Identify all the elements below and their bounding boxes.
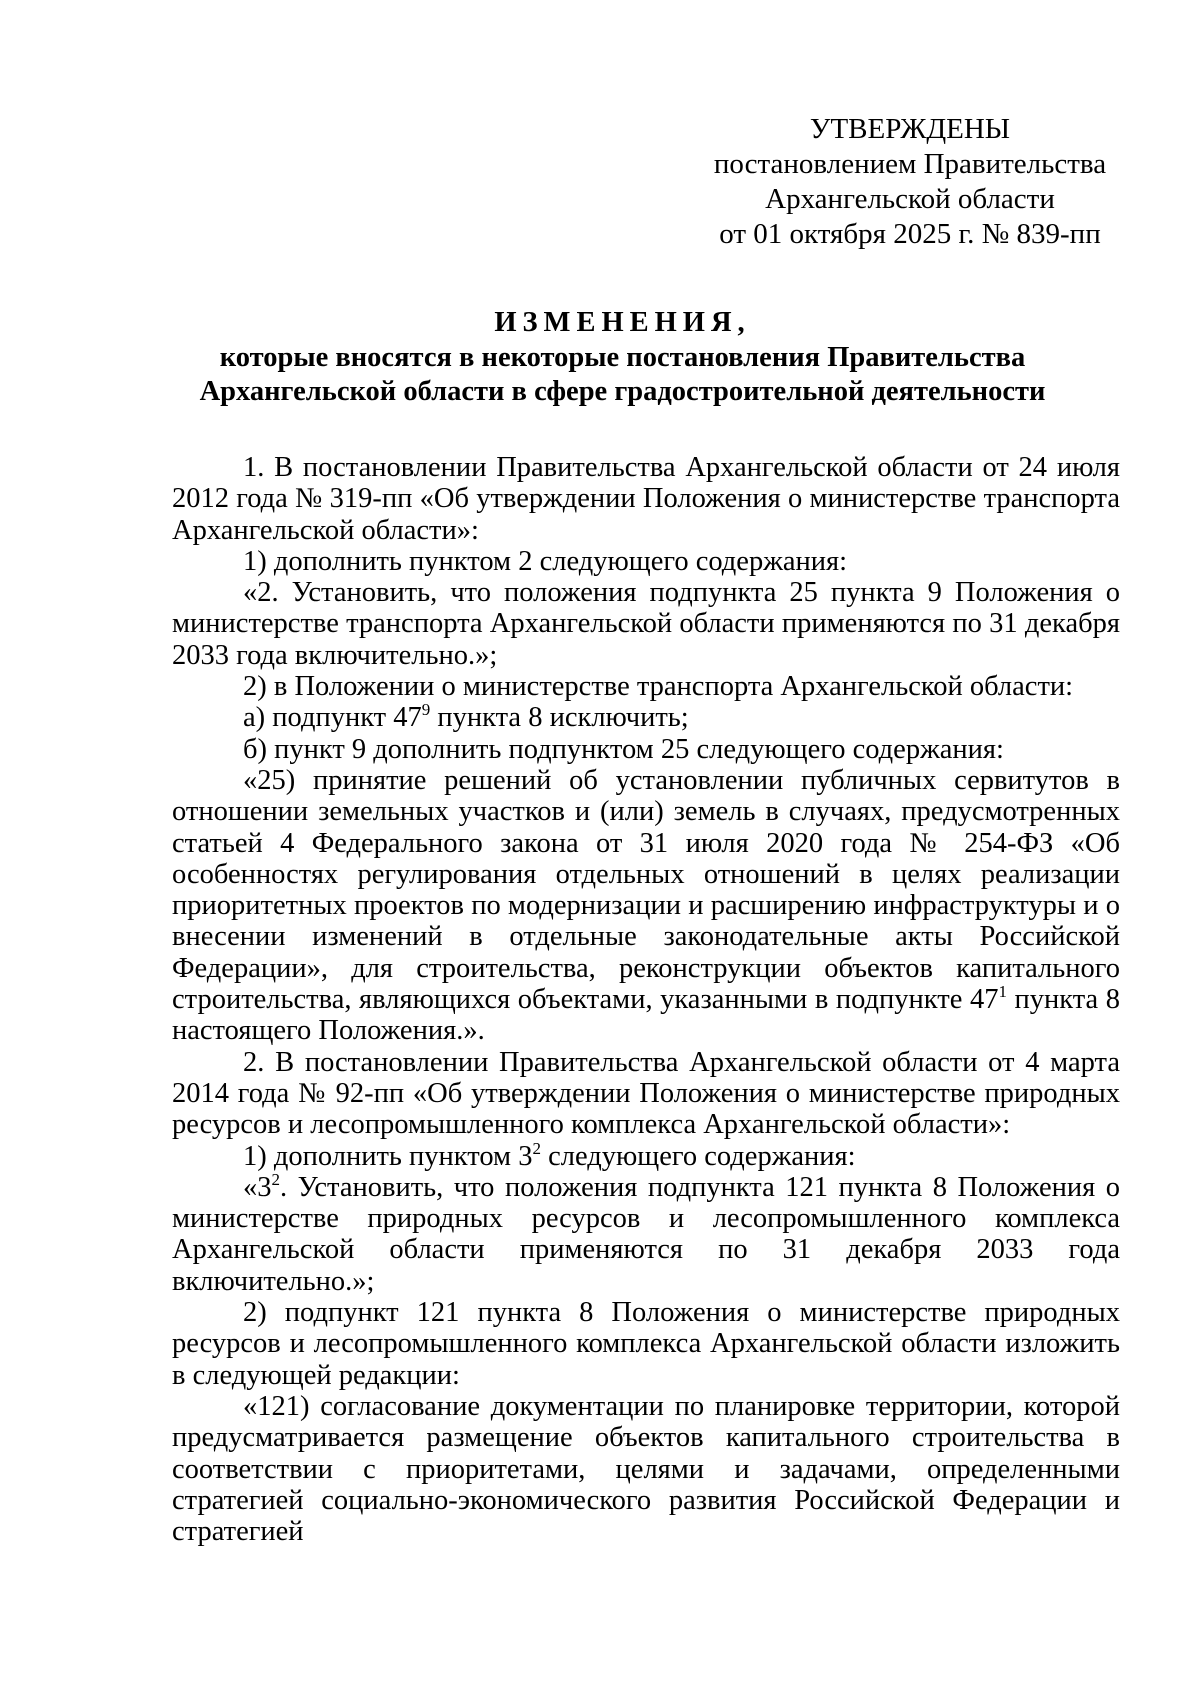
document-body	[172, 452, 1120, 1547]
text-part: следующего содержания:	[540, 1140, 856, 1172]
superscript: 2	[271, 1169, 280, 1189]
paragraph-2-item-2-text: «121) согласование документации по планировке территории, которой предусматривается размещение объектов капитального строительства в соответствии с приоритетами, целями и задачами, определенными стратегией социально-экономического развития Российской Федерации и стратегией	[172, 1390, 1120, 1548]
paragraph-1-item-1: 1) дополнить пунктом 2 следующего содержания:	[243, 545, 848, 577]
paragraph-2-item-1-text	[172, 1169, 1120, 1297]
paragraph-1-item-1-text: «2. Установить, что положения подпункта 25 пункта 9 Положения о министерстве транспорта Архангельской области применяются по 31 декабря 2033 года включительно.»;	[172, 577, 1120, 671]
paragraph-1-item-2a	[172, 702, 1120, 733]
approval-stamp	[690, 112, 1130, 252]
paragraph-2: 2. В постановлении Правительства Архангельской области от 4 марта 2014 года № 92-пп «Об утверждении Положения о министерстве природных ресурсов и лесопромышленного комплекса Архангельской области»:	[172, 1046, 1120, 1141]
title-subline-1: которые вносятся в некоторые постановления Правительства	[219, 341, 1026, 373]
text-part: «3	[243, 1171, 272, 1203]
approval-line-approved: УТВЕРЖДЕНЫ	[809, 113, 1011, 145]
title-subline-2: Архангельской области в сфере градостроительной деятельности	[199, 376, 1046, 407]
paragraph-2-item-2: 2) подпункт 121 пункта 8 Положения о министерстве природных ресурсов и лесопромышленного комплекса Архангельской области изложить в следующей редакции:	[172, 1297, 1120, 1391]
document-title	[170, 306, 1075, 410]
title-heading: ИЗМЕНЕНИЯ,	[494, 307, 751, 338]
paragraph-1-item-2: 2) в Положении о министерстве транспорта Архангельской области:	[243, 671, 1074, 703]
paragraph-1-item-2b-text	[172, 765, 1120, 1047]
text-part: пункта 8 настоящего Положения.».	[172, 984, 1121, 1047]
text-part: 1) дополнить пунктом 3	[243, 1140, 533, 1172]
text-part: а) подпункт 47	[243, 702, 422, 734]
superscript: 2	[532, 1138, 541, 1158]
superscript: 9	[421, 700, 431, 720]
text-part: . Установить, что положения подпункта 121 пункта 8 Положения о министерстве природных ресурсов и лесопромышленного комплекса Архангельской области применяются по 31 декабря 2033 года включительно.»;	[172, 1171, 1120, 1297]
paragraph-2-item-1	[172, 1138, 1120, 1172]
approval-line-resolution: постановлением Правительства	[713, 148, 1107, 180]
superscript: 1	[998, 982, 1007, 1002]
text-part: пункта 8 исключить;	[430, 702, 689, 734]
text-part: «25) принятие решений об установлении публичных сервитутов в отношении земельных участков и (или) земель в случаях, предусмотренных статьей 4 Федерального закона от 31 июля 2020 года № 254-ФЗ «Об особенностях регулирования отдельных отношений в целях реализации приоритетных проектов по модернизации и расширению инфраструктуры и о внесении изменений в отдельные законодательные акты Российской Федерации», для строительства, реконструкции объектов капитального строительства, являющихся объектами, указанными в подпункте 47	[172, 764, 1120, 1016]
paragraph-1-item-2b: б) пункт 9 дополнить подпунктом 25 следующего содержания:	[243, 733, 1004, 765]
approval-line-region: Архангельской области	[765, 183, 1055, 215]
approval-line-date-number: от 01 октября 2025 г. № 839-пп	[719, 218, 1101, 250]
paragraph-1: 1. В постановлении Правительства Архангельской области от 24 июля 2012 года № 319-пп «Об утверждении Положения о министерстве транспорта Архангельской области»:	[172, 452, 1120, 546]
